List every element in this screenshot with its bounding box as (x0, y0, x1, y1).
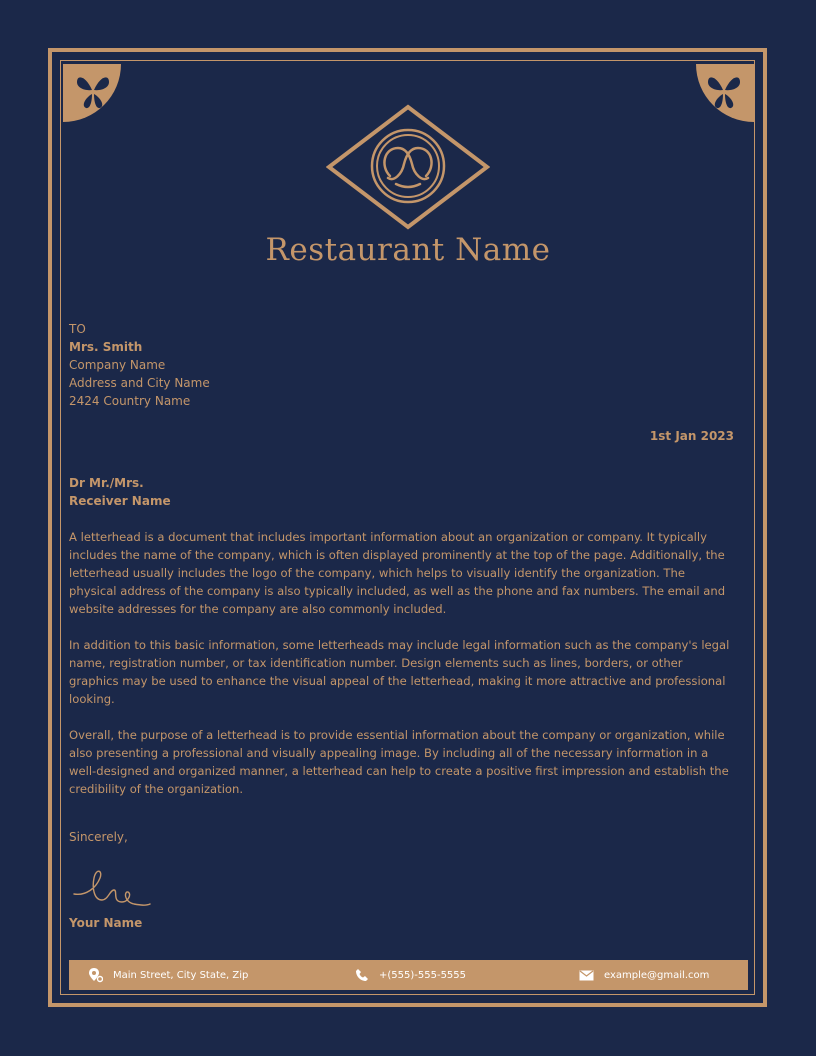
envelope-icon (579, 970, 594, 981)
recipient-name: Mrs. Smith (69, 340, 143, 354)
sender-name: Your Name (69, 916, 143, 930)
address-text: Main Street, City State, Zip (113, 969, 249, 981)
pretzel-logo-icon (326, 104, 490, 230)
body-paragraph: A letterhead is a document that includes important information about an organization or company. It typically includes the name of the company, which is often displayed prominently at the top of the page. Additionally, the letterhead usually includes the logo of the company, which helps to visually identify the organization. The physical address of the company is also typically included, as well as the phone and fax numbers. The email and website addresses for the company are also commonly included. (69, 530, 726, 616)
restaurant-name-title: Restaurant Name (265, 232, 551, 268)
closing-text: Sincerely, (69, 830, 128, 844)
recipient-address: Address and City Name (69, 376, 210, 390)
footer-phone[interactable] (355, 960, 466, 990)
salutation-line-2: Receiver Name (69, 494, 171, 508)
signature-image (72, 866, 154, 912)
body-paragraph: In addition to this basic information, some letterheads may include legal information such as the company's legal name, registration number, or tax identification number. Design elements such as lines, borders, or other graphics may be used to enhance the visual appeal of the letterhead, making it more attractive and professional looking. (69, 638, 730, 706)
salutation-line-1: Dr Mr./Mrs. (69, 476, 144, 490)
letter-date: 1st Jan 2023 (649, 429, 734, 443)
email-text: example@gmail.com (604, 969, 710, 981)
location-pin-icon (89, 967, 103, 983)
corner-butterfly-icon (694, 64, 754, 124)
to-label: TO (69, 322, 86, 336)
contact-footer (69, 960, 748, 990)
footer-address (89, 960, 248, 990)
recipient-block (69, 320, 210, 410)
letter-body (69, 528, 735, 816)
recipient-company: Company Name (69, 358, 166, 372)
salutation (69, 474, 171, 510)
footer-email[interactable] (579, 960, 709, 990)
phone-icon (355, 968, 369, 982)
phone-text: +(555)-555-5555 (379, 969, 467, 981)
recipient-country: 2424 Country Name (69, 394, 191, 408)
corner-butterfly-icon (63, 64, 123, 124)
body-paragraph: Overall, the purpose of a letterhead is to provide essential information about the company or organization, while also presenting a professional and visually appealing image. By including all of the necessary information in a well-designed and organized manner, a letterhead can help to create a positive first impression and establish the credibility of the organization. (69, 728, 729, 796)
